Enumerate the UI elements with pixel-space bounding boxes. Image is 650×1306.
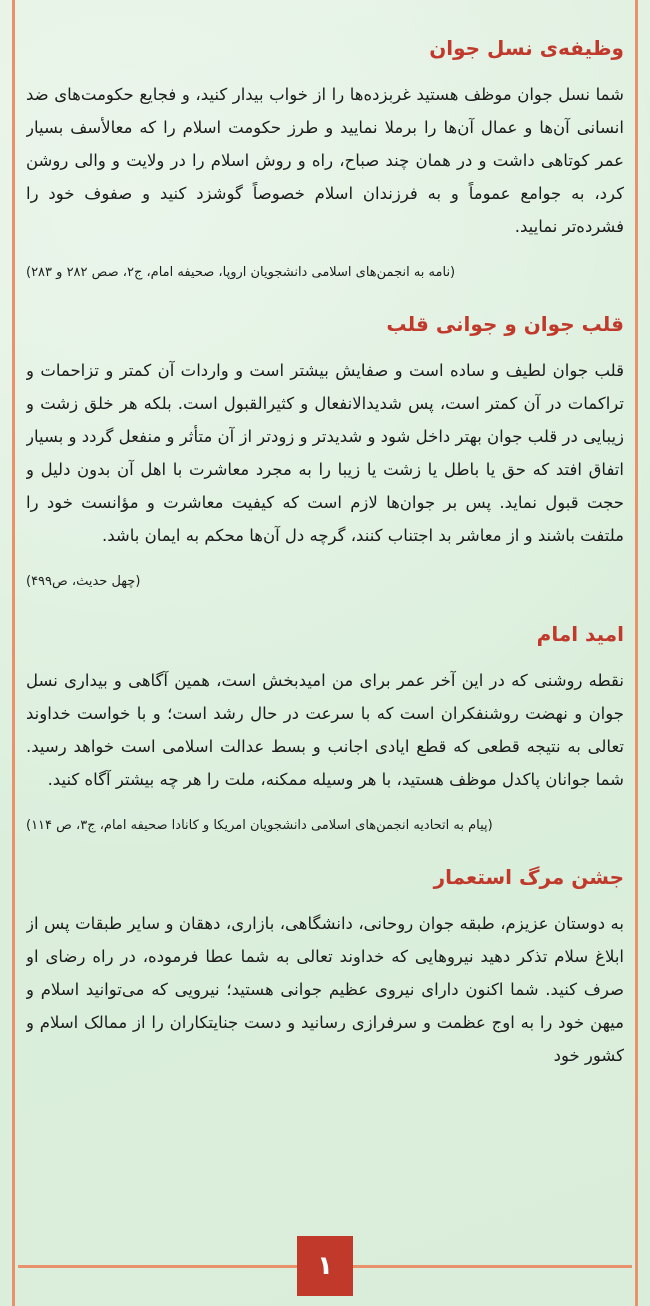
section-body-1: شما نسل جوان موظف هستید غربزده‌ها را از خواب بیدار کنید، و فجایع حکومت‌های ضد انسانی آن‌ها و عمال آن‌ها را برملا نمایید و طرز حکومت اسلام را که معالأسف بسیار عمر کوتاهی داشت و در همان چند صباح، راه و روش اسلام را در ولایت و والی روشن کرد، به جوامع عموماً و به فرزندان اسلام خصوصاً گوشزد کنید و صفوف خود را فشرده‌تر نمایید. — [26, 85, 624, 236]
section-body-2: قلب جوان لطیف و ساده است و صفایش بیشتر است و واردات آن کمتر و تزاحمات و تراکمات در آن کمتر است، پس شدیدالانفعال و کثیرالقبول است. بلکه هر خلق زشت و زیبایی در قلب جوان بهتر داخل شود و شدیدتر و زودتر از آن متأثر و منفعل گردد و بسیار اتفاق افتد که حق یا باطل یا زشت یا زیبا را به مجرد معاشرت با اهل آن بدون دلیل و حجت قبول نماید. پس بر جوان‌ها لازم است که کیفیت معاشرت و مؤانست خود را ملتفت باشند و از معاشر بد اجتناب کنند، گرچه دل آن‌ها محکم به ایمان باشد. — [26, 361, 624, 546]
page-footer — [0, 1228, 650, 1306]
left-margin-rule — [12, 0, 15, 1306]
section-source-3: (پیام به اتحادیه انجمن‌های اسلامی دانشجویان امریکا و کانادا صحیفه امام، ج۳، ص ۱۱۴) — [26, 817, 493, 833]
page-number: ۱ — [297, 1236, 353, 1296]
section-body-4: به دوستان عزیزم، طبقه جوان روحانی، دانشگاهی، بازاری، دهقان و سایر طبقات پس از ابلاغ سلام تذکر دهید نیروهایی که خداوند تعالی به شما عطا فرموده، در راه رضای او صرف کنید. شما اکنون دارای نیروی عظیم جوانی هستید؛ نیرویی که می‌توانید اسلام و میهن خود را به اوج عظمت و سرفرازی رسانید و دست جنایتکاران را از ممالک اسلام و کشور خود — [26, 914, 624, 1066]
section-heading-2: قلب جوان و جوانی قلب — [386, 312, 624, 337]
section-heading-1: وظیفه‌ی نسل جوان — [429, 36, 624, 60]
section-body-3: نقطه روشنی که در این آخر عمر برای من امیدبخش است، همین آگاهی و بیداری نسل جوان و نهضت روشنفکران است که با سرعت در حال رشد است؛ و با خواست خداوند تعالی به نتیجه قطعی که قطع ایادی اجانب و بسط عدالت اسلامی است خواهد رسید. شما جوانان پاکدل موظف هستید، با هر وسیله ممکنه، ملت را هر چه بیشتر آگاه کنید. — [26, 670, 624, 789]
section-heading-4: جشن مرگ استعمار — [433, 865, 624, 890]
page-content — [26, 34, 624, 1226]
section-source-2: (چهل حدیث، ص۴۹۹) — [26, 574, 141, 590]
section-heading-3: امید امام — [536, 621, 624, 646]
right-margin-rule — [635, 0, 638, 1306]
section-source-1: (نامه به انجمن‌های اسلامی دانشجویان اروپا، صحیفه امام، ج۲، صص ۲۸۲ و ۲۸۳) — [26, 265, 456, 280]
